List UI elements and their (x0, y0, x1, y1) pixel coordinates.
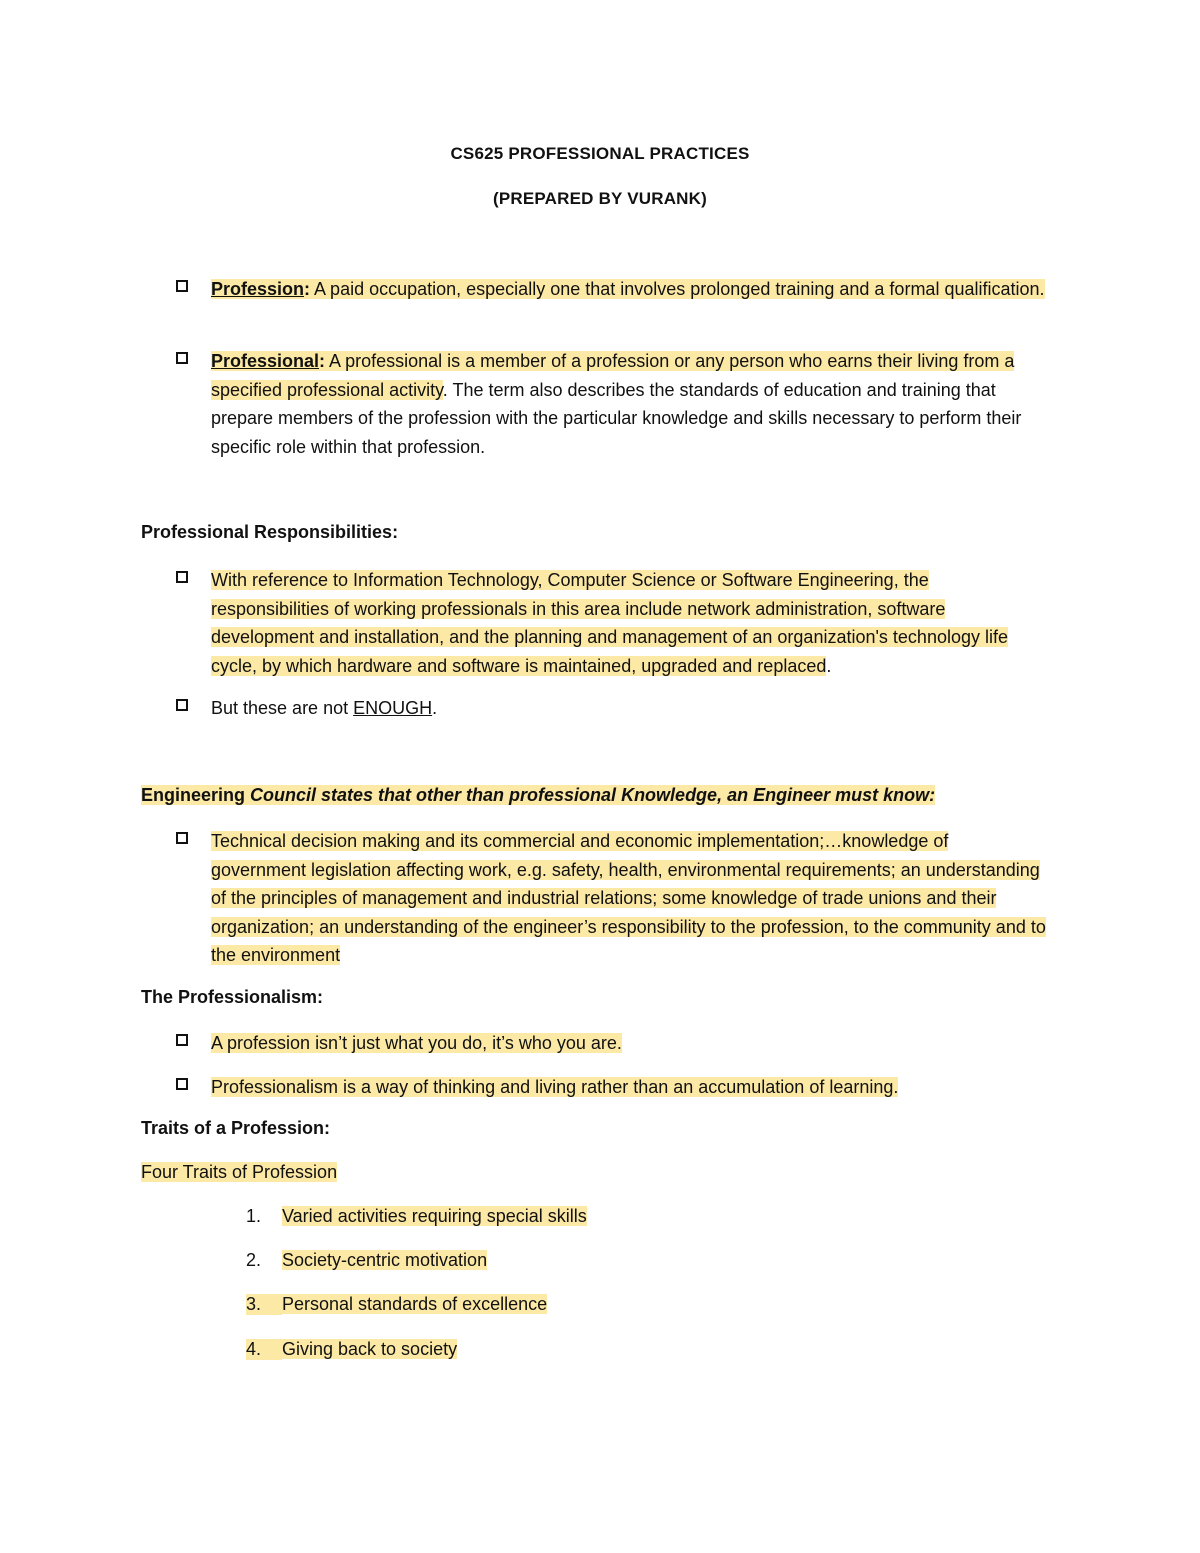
not-enough-end: . (432, 698, 438, 718)
section-heading-traits: Traits of a Profession: (141, 1118, 331, 1138)
list-text: Personal standards of excellence (282, 1294, 548, 1314)
list-item (246, 1339, 457, 1360)
definition-text: A paid occupation, especially one that involves prolonged training and a formal qualification. (310, 279, 1045, 299)
definition-text-highlighted: A professional is a member of a profession or any person who earns their living from a specified professional activity (211, 351, 1015, 400)
list-text: Giving back to society (282, 1339, 458, 1359)
section-heading-professionalism: The Professionalism: (141, 987, 324, 1007)
document-subtitle: (PREPARED BY VURANK) (492, 189, 707, 208)
term-colon: : (319, 351, 326, 371)
responsibility-text-end: . (826, 655, 832, 676)
list-number: 3. (246, 1294, 282, 1315)
list-number: 4. (246, 1339, 282, 1360)
definition-profession (176, 275, 1046, 304)
council-heading-italic: Council states that other than professional Knowledge, an Engineer must know: (250, 785, 936, 805)
council-text: Technical decision making and its commercial and economic implementation;…knowledge of government legislation affecting work, e.g. safety, health, environmental requirements; an understanding of the principles of management and industrial relations; some knowledge of trade unions and their organization; an understanding of the engineer’s responsibility to the profession, to the community and to the environment (211, 831, 1046, 965)
list-item (246, 1294, 547, 1315)
checkbox-bullet-icon (176, 352, 188, 364)
checkbox-bullet-icon (176, 699, 188, 711)
traits-subheading (141, 1162, 337, 1183)
term-colon: : (304, 279, 311, 299)
professionalism-item (176, 1073, 1046, 1102)
enough-emphasis: ENOUGH (353, 698, 433, 718)
list-text: Varied activities requiring special skills (282, 1206, 587, 1226)
responsibility-text: With reference to Information Technology, Computer Science or Software Engineering, the responsibilities of working professionals in this area include network administration, software development and installation, and the planning and management of an organization's technology life cycle, by which hardware and software is maintained, upgraded and replaced (211, 570, 1008, 676)
council-heading-bold: Engineering (141, 785, 251, 805)
list-number: 2. (246, 1250, 262, 1270)
definition-professional (176, 347, 1046, 461)
term-professional: Professional (211, 351, 320, 371)
checkbox-bullet-icon (176, 280, 188, 292)
council-item (176, 827, 1046, 970)
professionalism-text: Professionalism is a way of thinking and living rather than an accumulation of learning. (211, 1077, 899, 1097)
section-heading-council (141, 785, 935, 806)
responsibility-item (176, 566, 1046, 680)
not-enough-item (176, 694, 1046, 723)
professionalism-text: A profession isn’t just what you do, it’s who you are. (211, 1033, 622, 1053)
list-item (246, 1206, 587, 1227)
term-profession: Profession (211, 279, 305, 299)
list-text: Society-centric motivation (282, 1250, 488, 1270)
section-heading-responsibilities: Professional Responsibilities: (141, 522, 399, 542)
list-number: 1. (246, 1206, 262, 1226)
checkbox-bullet-icon (176, 1078, 188, 1090)
professionalism-item (176, 1029, 1046, 1058)
definition-text-plain: . The term also describes the standards of education and training that prepare members of the profession with the particular knowledge and skills necessary to perform their specific role within that profession. (211, 379, 1022, 457)
traits-subheading-text: Four Traits of Profession (141, 1162, 338, 1182)
checkbox-bullet-icon (176, 571, 188, 583)
list-item (246, 1250, 487, 1271)
document-title: CS625 PROFESSIONAL PRACTICES (450, 144, 750, 163)
checkbox-bullet-icon (176, 1034, 188, 1046)
checkbox-bullet-icon (176, 832, 188, 844)
not-enough-prefix: But these are not (211, 698, 354, 718)
